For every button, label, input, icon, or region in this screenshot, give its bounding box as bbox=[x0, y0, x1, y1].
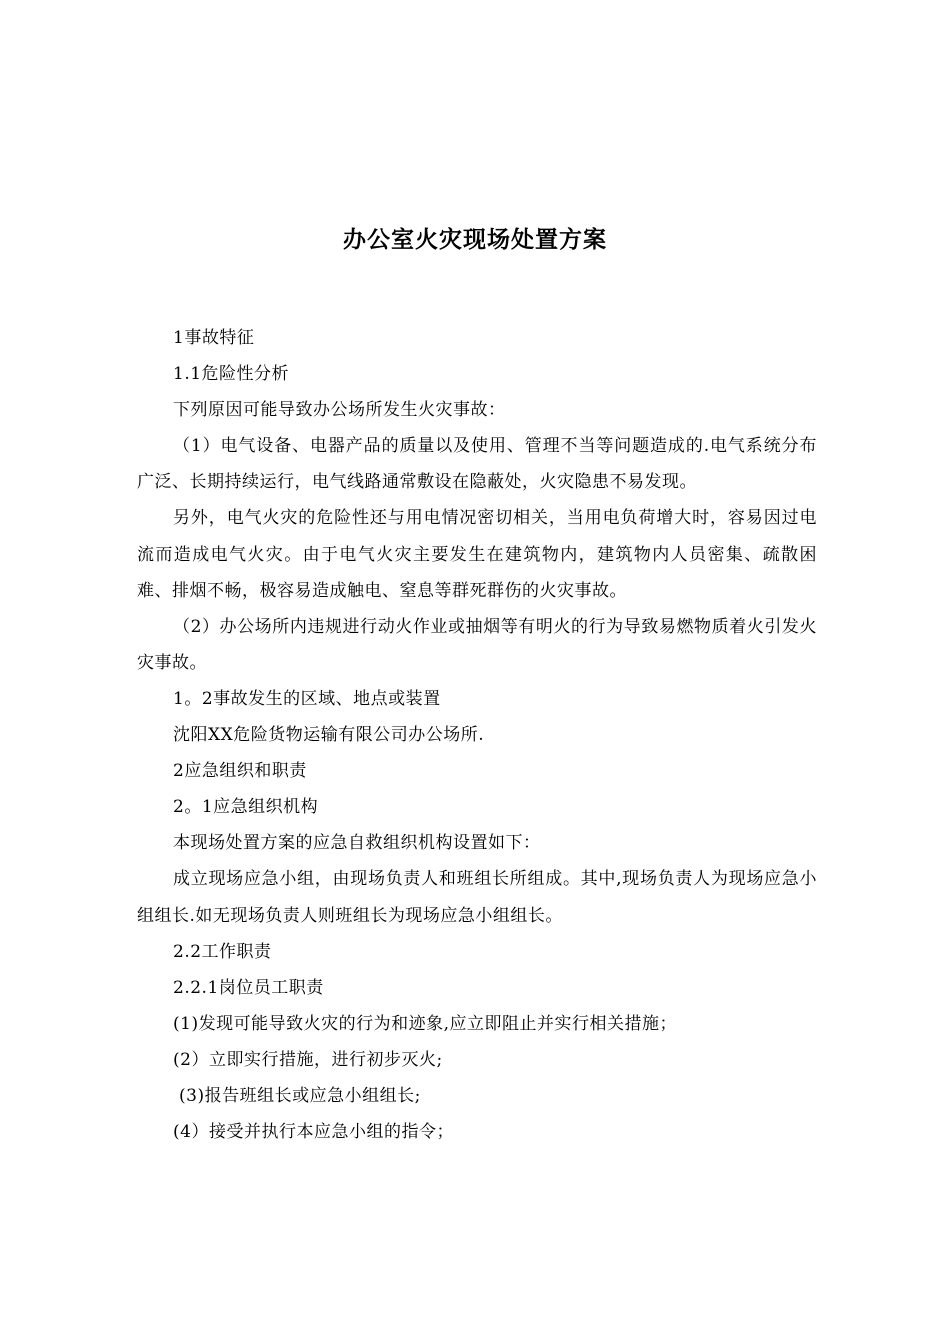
paragraph: （1）电气设备、电器产品的质量以及使用、管理不当等问题造成的.电气系统分布广泛、长期持续运行，电气线路通常敷设在隐蔽处，火灾隐患不易发现。 bbox=[137, 436, 817, 493]
subsection-heading: 2.2.1岗位员工职责 bbox=[173, 977, 324, 998]
subsection-heading: 1.1危险性分析 bbox=[173, 364, 290, 385]
section-heading: 1事故特征 bbox=[173, 328, 255, 348]
list-item: (2）立即实行措施，进行初步灭火; bbox=[173, 1049, 443, 1070]
paragraph: 沈阳XX危险货物运输有限公司办公场所. bbox=[173, 725, 485, 746]
paragraph: 成立现场应急小组，由现场负责人和班组长所组成。其中,现场负责人为现场应急小组组长.如无现场负责人则班组长为现场应急小组组长。 bbox=[137, 869, 817, 926]
paragraph: 下列原因可能导致办公场所发生火灾事故： bbox=[173, 400, 506, 421]
document-title: 办公室火灾现场处置方案 bbox=[343, 227, 607, 253]
list-item: (4）接受并执行本应急小组的指令； bbox=[173, 1122, 454, 1143]
subsection-heading: 2。1应急组织机构 bbox=[173, 797, 319, 818]
paragraph: 本现场处置方案的应急自救组织机构设置如下： bbox=[173, 833, 541, 854]
subsection-heading: 2.2工作职责 bbox=[173, 941, 272, 962]
document-body bbox=[137, 320, 817, 1150]
list-item: (1)发现可能导致火灾的行为和迹象,应立即阻止并实行相关措施； bbox=[173, 1013, 677, 1034]
paragraph: 另外，电气火灾的危险性还与用电情况密切相关，当用电负荷增大时，容易因过电流而造成电气火灾。由于电气火灾主要发生在建筑物内，建筑物内人员密集、疏散困难、排烟不畅，极容易造成触电、窒息等群死群伤的火灾事故。 bbox=[137, 508, 817, 601]
section-heading: 2应急组织和职责 bbox=[173, 761, 307, 782]
list-item: (3)报告班组长或应急小组组长; bbox=[179, 1085, 421, 1106]
paragraph: （2）办公场所内违规进行动火作业或抽烟等有明火的行为导致易燃物质着火引发火灾事故。 bbox=[137, 616, 817, 673]
subsection-heading: 1。2事故发生的区域、地点或装置 bbox=[173, 688, 441, 709]
